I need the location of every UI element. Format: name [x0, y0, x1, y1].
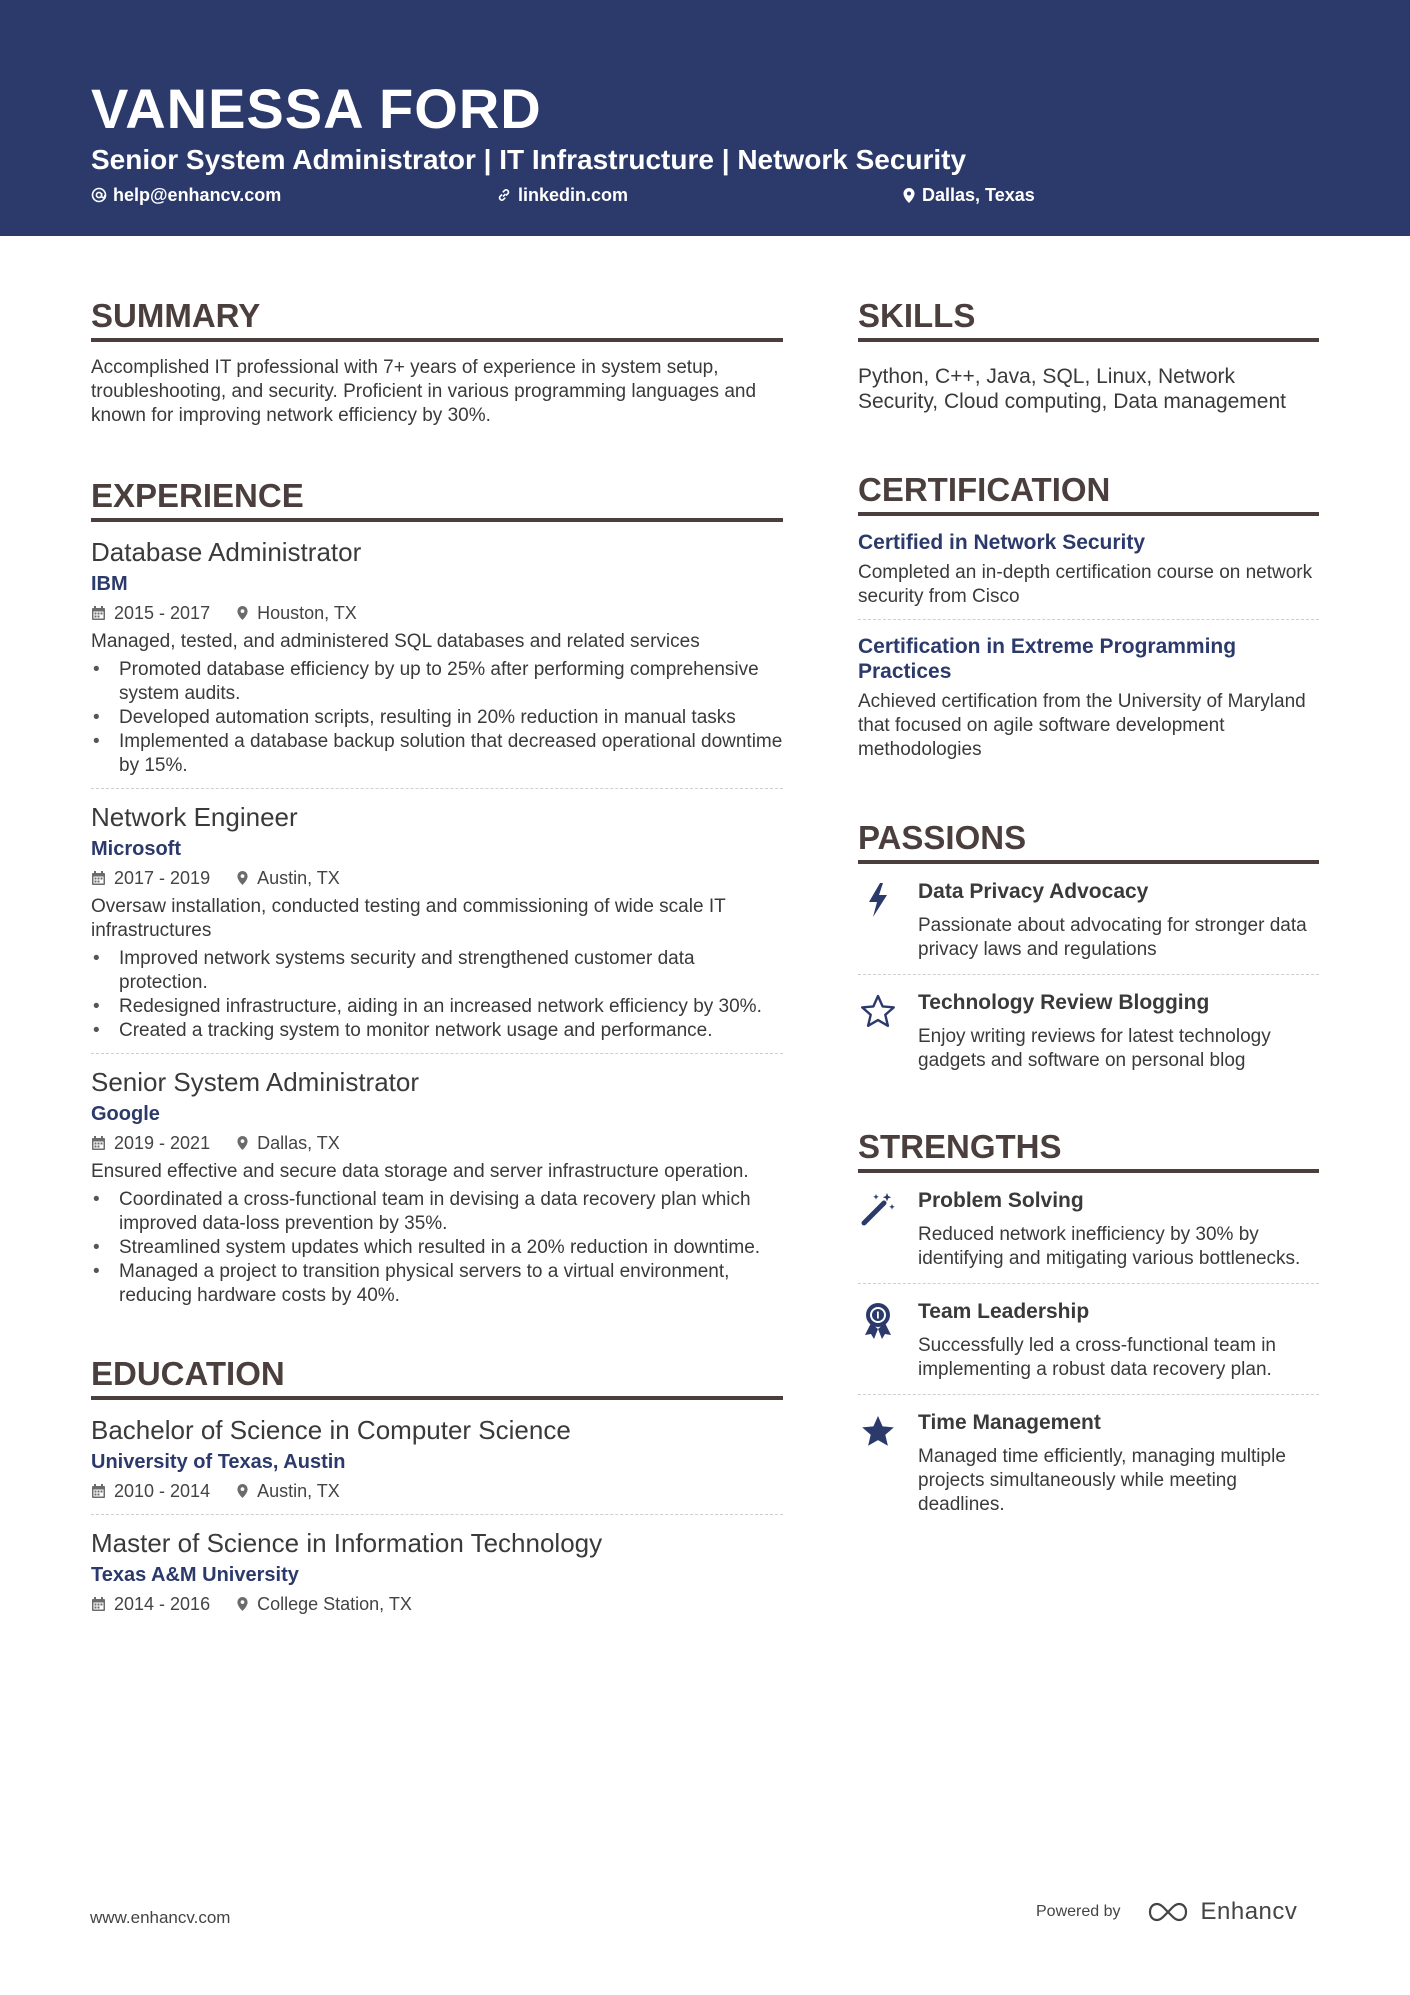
- education-section: [91, 1354, 783, 1627]
- job-location: [236, 1130, 340, 1156]
- enhancv-logo-icon: [1147, 1899, 1193, 1925]
- education-meta: [91, 1591, 783, 1617]
- candidate-title: Senior System Administrator | IT Infrastructure | Network Security: [91, 144, 967, 175]
- passion-description: Passionate about advocating for stronger data privacy laws and regulations: [918, 915, 1307, 960]
- education-location-text: College Station, TX: [257, 1594, 412, 1614]
- job-bullet: • Developed automation scripts, resulting in 20% reduction in manual tasks: [91, 706, 783, 730]
- certification-title: Certified in Network Security: [858, 531, 1146, 554]
- contact-email[interactable]: [91, 183, 281, 207]
- summary-text: Accomplished IT professional with 7+ years of experience in system setup, troubleshooting, and security. Proficient in various programming languages and known for improving network efficiency by 30%.: [91, 357, 757, 426]
- calendar-icon: [91, 1483, 106, 1499]
- job-entry: [91, 789, 783, 1054]
- skills-section: [858, 296, 1319, 414]
- passion-item: [858, 975, 1319, 1085]
- education-heading: EDUCATION: [91, 1354, 783, 1400]
- job-bullets: [91, 947, 783, 1043]
- certification-title: Certification in Extreme Programming Practices: [858, 635, 1237, 683]
- calendar-icon: [91, 605, 106, 621]
- experience-heading: EXPERIENCE: [91, 476, 783, 522]
- strength-item: [858, 1395, 1319, 1529]
- at-icon: [91, 187, 107, 203]
- job-bullets: [91, 658, 783, 778]
- degree-title: Master of Science in Information Technology: [91, 1528, 603, 1558]
- passions-section: [858, 818, 1319, 1085]
- certification-entry: [858, 516, 1319, 620]
- job-entry: [91, 1054, 783, 1318]
- passion-item: [858, 864, 1319, 975]
- calendar-icon: [91, 1135, 106, 1151]
- job-description: Ensured effective and secure data storage and server infrastructure operation.: [91, 1161, 749, 1182]
- location-pin-icon: [902, 187, 916, 204]
- job-bullet: • Improved network systems security and strengthened customer data protection.: [91, 947, 783, 995]
- star-filled-icon: [858, 1411, 898, 1451]
- calendar-icon: [91, 870, 106, 886]
- passions-heading: PASSIONS: [858, 818, 1319, 864]
- job-entry: [91, 522, 783, 789]
- certification-heading: CERTIFICATION: [858, 470, 1319, 516]
- job-bullet: • Promoted database efficiency by up to 25% after performing comprehensive system audits.: [91, 658, 783, 706]
- job-title: Senior System Administrator: [91, 1067, 420, 1097]
- magic-wand-icon: [858, 1189, 898, 1229]
- strength-item: [858, 1284, 1319, 1395]
- certification-description: Achieved certification from the University of Maryland that focused on agile software development methodologies: [858, 691, 1306, 760]
- contact-linkedin[interactable]: [496, 183, 628, 207]
- job-bullet: • Streamlined system updates which resulted in a 20% reduction in downtime.: [91, 1236, 783, 1260]
- footer-branding: [1036, 1898, 1297, 1926]
- education-meta: [91, 1478, 783, 1504]
- job-title: Database Administrator: [91, 537, 362, 567]
- certification-description: Completed an in-depth certification course on network security from Cisco: [858, 562, 1313, 607]
- strength-description: Reduced network inefficiency by 30% by identifying and mitigating various bottlenecks.: [918, 1224, 1301, 1269]
- location-pin-icon: [236, 1596, 249, 1612]
- job-dates: [91, 1130, 210, 1156]
- location-pin-icon: [236, 1135, 249, 1151]
- job-meta: [91, 600, 783, 626]
- job-location-text: Dallas, TX: [257, 1133, 340, 1153]
- school-name: University of Texas, Austin: [91, 1451, 346, 1473]
- education-location: [236, 1591, 412, 1617]
- degree-title: Bachelor of Science in Computer Science: [91, 1415, 571, 1445]
- passion-title: Technology Review Blogging: [918, 991, 1210, 1014]
- location-text: Dallas, Texas: [922, 185, 1035, 205]
- skills-heading: SKILLS: [858, 296, 1319, 342]
- calendar-icon: [91, 1596, 106, 1612]
- job-location: [236, 600, 357, 626]
- linkedin-text: linkedin.com: [518, 185, 629, 205]
- strength-description: Successfully led a cross-functional team in implementing a robust data recovery plan.: [918, 1335, 1276, 1380]
- email-text: help@enhancv.com: [113, 185, 282, 205]
- experience-section: [91, 476, 783, 1318]
- location-pin-icon: [236, 870, 249, 886]
- company-name: Google: [91, 1103, 160, 1125]
- candidate-name: VANESSA FORD: [91, 77, 542, 140]
- job-description: Managed, tested, and administered SQL databases and related services: [91, 631, 700, 652]
- certification-section: [858, 470, 1319, 772]
- passion-description: Enjoy writing reviews for latest technology gadgets and software on personal blog: [918, 1026, 1271, 1071]
- education-dates-text: 2010 - 2014: [114, 1481, 211, 1501]
- education-dates: [91, 1591, 210, 1617]
- job-dates: [91, 865, 210, 891]
- link-icon: [496, 187, 512, 203]
- strengths-heading: STRENGTHS: [858, 1127, 1319, 1173]
- education-location-text: Austin, TX: [257, 1481, 340, 1501]
- job-bullet: • Implemented a database backup solution that decreased operational downtime by 15%.: [91, 730, 783, 778]
- resume-header: [0, 0, 1410, 236]
- job-dates-text: 2015 - 2017: [114, 603, 211, 623]
- strength-item: [858, 1173, 1319, 1284]
- summary-heading: SUMMARY: [91, 296, 783, 342]
- school-name: Texas A&M University: [91, 1564, 299, 1586]
- contact-location: [902, 183, 1035, 207]
- strength-title: Problem Solving: [918, 1189, 1084, 1212]
- footer-website[interactable]: www.enhancv.com: [90, 1908, 231, 1927]
- job-location-text: Austin, TX: [257, 868, 340, 888]
- passion-title: Data Privacy Advocacy: [918, 880, 1149, 903]
- education-dates-text: 2014 - 2016: [114, 1594, 211, 1614]
- job-meta: [91, 1130, 783, 1156]
- education-entry: [91, 1400, 783, 1515]
- brand-name: Enhancv: [1200, 1898, 1298, 1925]
- job-location: [236, 865, 340, 891]
- education-entry: [91, 1515, 783, 1627]
- left-column: [91, 296, 783, 1627]
- education-dates: [91, 1478, 210, 1504]
- strength-description: Managed time efficiently, managing multiple projects simultaneously while meeting deadlines.: [918, 1446, 1286, 1515]
- strength-title: Team Leadership: [918, 1300, 1090, 1323]
- award-ribbon-icon: [858, 1300, 898, 1340]
- summary-section: [91, 296, 783, 428]
- certification-entry: [858, 620, 1319, 772]
- job-bullets: [91, 1188, 783, 1308]
- job-bullet: • Coordinated a cross-functional team in devising a data recovery plan which improved data-loss prevention by 35%.: [91, 1188, 783, 1236]
- job-title: Network Engineer: [91, 802, 298, 832]
- strength-title: Time Management: [918, 1411, 1101, 1434]
- job-bullet: • Managed a project to transition physical servers to a virtual environment, reducing hardware costs by 40%.: [91, 1260, 783, 1308]
- job-meta: [91, 865, 783, 891]
- star-outline-icon: [858, 991, 898, 1031]
- skills-text: Python, C++, Java, SQL, Linux, Network Security, Cloud computing, Data management: [858, 365, 1286, 413]
- job-location-text: Houston, TX: [257, 603, 357, 623]
- company-name: IBM: [91, 573, 128, 595]
- powered-by-label: Powered by: [1036, 1903, 1121, 1920]
- lightning-bolt-icon: [858, 880, 898, 920]
- job-bullet: • Created a tracking system to monitor network usage and performance.: [91, 1019, 783, 1043]
- right-column: [858, 296, 1319, 1529]
- location-pin-icon: [236, 605, 249, 621]
- education-location: [236, 1478, 340, 1504]
- job-bullet: • Redesigned infrastructure, aiding in an increased network efficiency by 30%.: [91, 995, 783, 1019]
- job-dates: [91, 600, 210, 626]
- company-name: Microsoft: [91, 838, 181, 860]
- job-description: Oversaw installation, conducted testing and commissioning of wide scale IT infrastructures: [91, 896, 726, 941]
- strengths-section: [858, 1127, 1319, 1529]
- job-dates-text: 2019 - 2021: [114, 1133, 211, 1153]
- job-dates-text: 2017 - 2019: [114, 868, 211, 888]
- location-pin-icon: [236, 1483, 249, 1499]
